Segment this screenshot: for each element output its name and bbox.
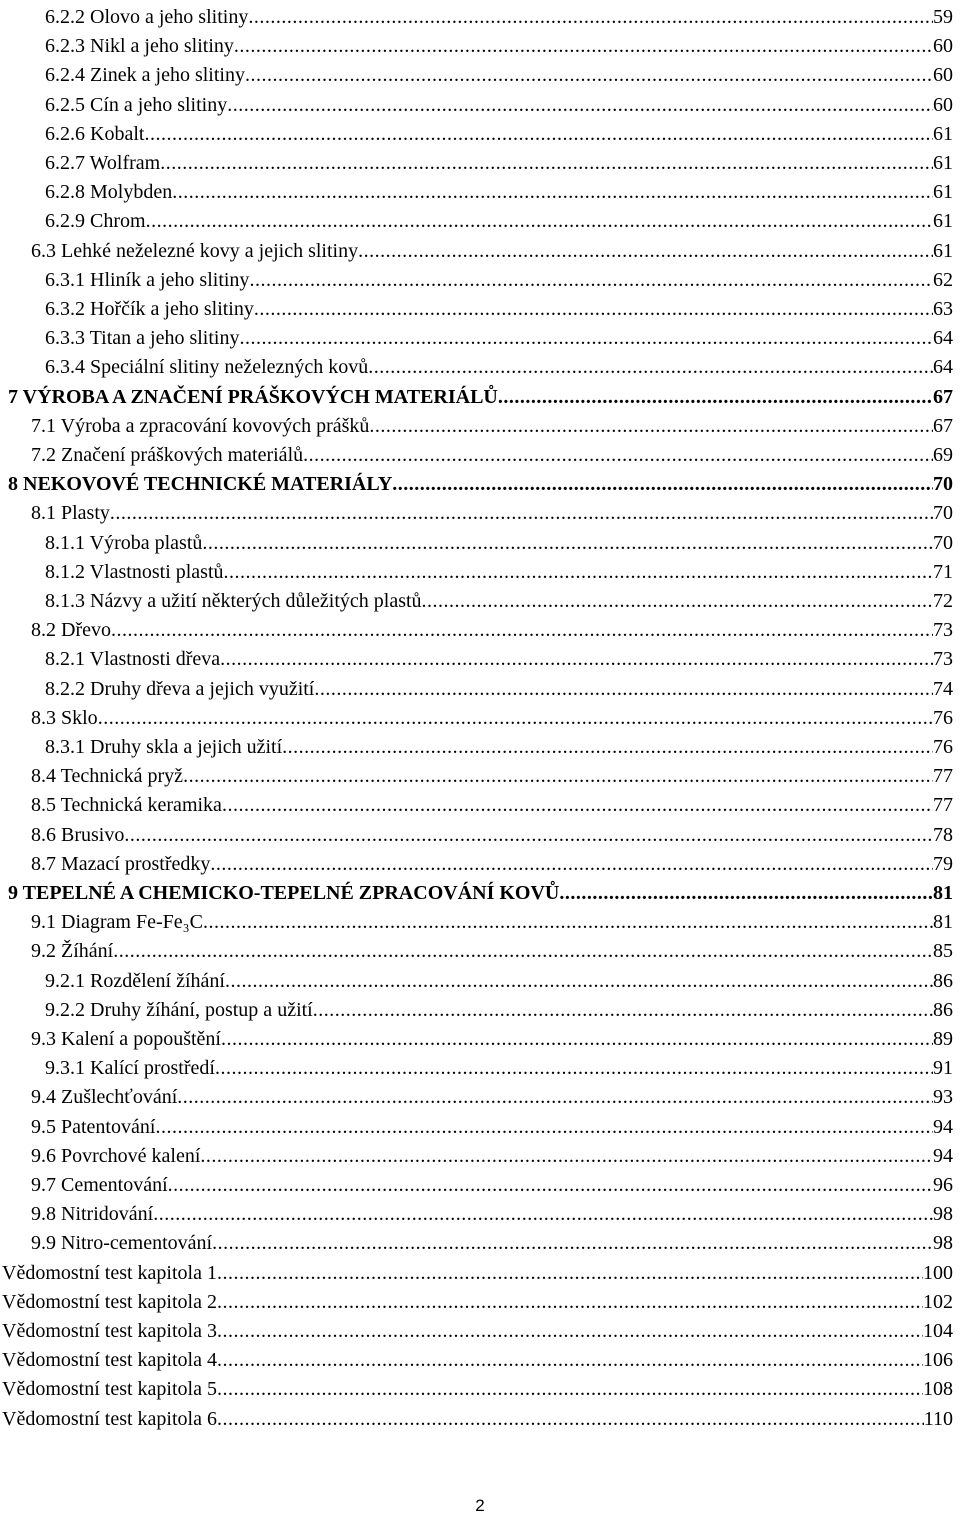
toc-dot-leader <box>314 677 933 701</box>
toc-entry[interactable] <box>2 1402 953 1431</box>
toc-dot-leader <box>144 122 933 146</box>
toc-dot-leader <box>220 647 933 671</box>
toc-entry-page: 77 <box>933 765 953 788</box>
toc-entry-title: 8.2.1 Vlastnosti dřeva <box>45 648 221 671</box>
toc-entry-page: 94 <box>933 1115 953 1138</box>
toc-entry-title: 6.3.2 Hořčík a jeho slitiny <box>45 298 254 320</box>
toc-entry-page: 86 <box>933 969 953 992</box>
toc-dot-leader <box>98 706 933 730</box>
toc-entry-page: 64 <box>933 356 953 379</box>
toc-entry-page: 61 <box>933 152 953 174</box>
toc-entry-page: 60 <box>933 35 953 58</box>
toc-entry-title: 6.2.7 Wolfram <box>45 152 161 174</box>
toc-entry[interactable] <box>31 1168 953 1197</box>
toc-entry-title: Vědomostní test kapitola 3 <box>2 1320 217 1342</box>
toc-entry-page: 108 <box>923 1378 953 1401</box>
toc-entry-page: 73 <box>933 648 953 671</box>
toc-entry-page: 110 <box>923 1407 953 1430</box>
toc-entry-title: 8.3.1 Druhy skla a jejich užití <box>45 736 283 758</box>
toc-dot-leader <box>113 939 933 963</box>
toc-dot-leader <box>254 297 933 321</box>
toc-entry-page: 61 <box>933 122 953 145</box>
toc-entry-title: 6.2.2 Olovo a jeho slitiny <box>45 6 249 28</box>
toc-entry[interactable] <box>45 29 953 58</box>
toc-entry-page: 81 <box>933 911 953 934</box>
toc-entry[interactable] <box>31 1139 953 1168</box>
toc-entry[interactable] <box>45 526 953 555</box>
toc-entry-page: 104 <box>923 1320 953 1342</box>
toc-entry[interactable] <box>31 1022 953 1051</box>
toc-entry-page: 106 <box>923 1349 953 1372</box>
toc-entry-title: 6.2.8 Molybden <box>45 181 173 204</box>
toc-dot-leader <box>200 1144 933 1168</box>
toc-entry-title: 8.4 Technická pryž <box>31 765 184 788</box>
toc-entry-page: 70 <box>933 502 953 525</box>
toc-entry-title: 9.1 Diagram Fe-Fe₃C <box>31 911 203 934</box>
toc-entry-title: Vědomostní test kapitola 4 <box>2 1349 217 1372</box>
toc-dot-leader <box>358 239 933 263</box>
toc-dot-leader <box>234 34 933 58</box>
toc-entry-title: 8.1.2 Vlastnosti plastů <box>45 560 224 583</box>
toc-entry-title: 9.2 Žíhání <box>31 940 114 963</box>
toc-entry-title: 6.2.4 Zinek a jeho slitiny <box>45 64 245 87</box>
toc-entry-title: 9 TEPELNÉ A CHEMICKO-TEPELNÉ ZPRACOVÁNÍ KOVŮ <box>8 882 560 904</box>
toc-entry-title: 8.6 Brusivo <box>31 823 125 846</box>
toc-entry-page: 102 <box>923 1290 953 1313</box>
toc-entry[interactable] <box>31 409 953 438</box>
toc-entry[interactable] <box>45 292 953 321</box>
toc-entry-title: 9.3 Kalení a popouštění <box>31 1028 221 1050</box>
toc-dot-leader <box>303 443 933 467</box>
toc-entry[interactable] <box>31 759 953 788</box>
toc-entry-page: 60 <box>933 64 953 87</box>
toc-entry-title: 9.2.1 Rozdělení žíhání <box>45 969 225 992</box>
toc-entry-title: 9.2.2 Druhy žíhání, postup a užití <box>45 998 313 1021</box>
toc-entry-title: 8.2 Dřevo <box>31 619 111 642</box>
toc-dot-leader <box>313 998 933 1022</box>
toc-entry-page: 76 <box>933 736 953 758</box>
toc-entry-title: 9.9 Nitro-cementování <box>31 1232 213 1255</box>
toc-entry-title: 8.1 Plasty <box>31 502 110 525</box>
toc-dot-leader <box>155 1115 933 1139</box>
toc-dot-leader <box>239 326 933 350</box>
toc-entry[interactable] <box>45 321 953 350</box>
toc-entry[interactable] <box>2 1285 953 1314</box>
toc-entry[interactable] <box>45 672 953 701</box>
toc-entry-page: 96 <box>933 1174 953 1196</box>
toc-entry-title: Vědomostní test kapitola 5 <box>2 1378 217 1401</box>
toc-entry-page: 94 <box>933 1144 953 1167</box>
toc-entry[interactable] <box>31 1197 953 1226</box>
toc-entry-title: 6.3 Lehké neželezné kovy a jejich slitiny <box>31 239 359 262</box>
toc-entry-page: 100 <box>923 1261 953 1284</box>
toc-entry[interactable] <box>31 701 953 730</box>
toc-entry-title: 8.5 Technická keramika <box>31 794 222 817</box>
toc-entry[interactable] <box>31 905 953 934</box>
toc-entry[interactable] <box>45 350 953 379</box>
toc-entry[interactable] <box>45 88 953 117</box>
toc-entry-title: 7.1 Výroba a zpracování kovových prášků <box>31 414 370 437</box>
toc-entry[interactable] <box>2 1314 953 1343</box>
toc-entry[interactable] <box>31 1226 953 1255</box>
toc-entry[interactable] <box>45 993 953 1022</box>
toc-entry-title: 6.3.3 Titan a jeho slitiny <box>45 327 240 350</box>
toc-entry-page: 93 <box>933 1086 953 1109</box>
toc-entry-page: 63 <box>933 298 953 320</box>
toc-entry-title: 6.2.6 Kobalt <box>45 122 145 145</box>
toc-entry[interactable] <box>45 175 953 204</box>
toc-dot-leader <box>172 180 933 204</box>
toc-entry-page: 85 <box>933 940 953 963</box>
toc-dot-leader <box>177 1085 933 1109</box>
toc-entry-page: 69 <box>933 444 953 466</box>
toc-entry[interactable] <box>8 467 953 496</box>
toc-entry-page: 74 <box>933 677 953 700</box>
toc-entry-title: 9.6 Povrchové kalení <box>31 1144 201 1167</box>
toc-dot-leader <box>249 268 933 292</box>
toc-entry-title: 8 NEKOVOVÉ TECHNICKÉ MATERIÁLY <box>8 473 393 496</box>
toc-entry-title: 9.4 Zušlechťování <box>31 1086 178 1109</box>
toc-entry-title: 8.3 Sklo <box>31 706 98 729</box>
toc-dot-leader <box>153 1202 933 1226</box>
toc-entry[interactable] <box>31 1080 953 1109</box>
toc-entry[interactable] <box>45 642 953 671</box>
toc-entry-page: 76 <box>933 706 953 729</box>
toc-entry[interactable] <box>45 263 953 292</box>
toc-dot-leader <box>202 531 933 555</box>
toc-entry-page: 61 <box>933 181 953 204</box>
toc-dot-leader <box>248 5 933 29</box>
toc-dot-leader <box>368 355 933 379</box>
toc-entry-page: 98 <box>933 1203 953 1226</box>
toc-entry-page: 89 <box>933 1028 953 1050</box>
toc-dot-leader <box>227 93 933 117</box>
toc-entry[interactable] <box>2 1372 953 1401</box>
toc-entry-page: 60 <box>933 93 953 116</box>
toc-dot-leader <box>282 735 933 759</box>
toc-dot-leader <box>224 560 933 584</box>
toc-dot-leader <box>160 151 933 175</box>
toc-entry-page: 62 <box>933 268 953 291</box>
toc-entry-page: 77 <box>933 794 953 817</box>
toc-entry[interactable] <box>31 934 953 963</box>
toc-entry-page: 86 <box>933 998 953 1021</box>
toc-entry[interactable] <box>45 1051 953 1080</box>
toc-entry[interactable] <box>31 496 953 525</box>
toc-entry-title: 8.1.3 Názvy a užití některých důležitých plastů <box>45 590 422 612</box>
toc-entry-page: 61 <box>933 210 953 233</box>
toc-entry-title: 8.7 Mazací prostředky <box>31 852 211 875</box>
toc-dot-leader <box>559 881 933 905</box>
toc-entry-page: 64 <box>933 327 953 350</box>
toc-dot-leader <box>210 852 933 876</box>
toc-entry[interactable] <box>8 876 953 905</box>
toc-dot-leader <box>217 1407 924 1431</box>
toc-entry[interactable] <box>45 555 953 584</box>
toc-entry-page: 81 <box>933 882 953 904</box>
toc-dot-leader <box>422 589 933 613</box>
toc-entry[interactable] <box>2 1343 953 1372</box>
toc-entry-title: 9.8 Nitridování <box>31 1203 154 1226</box>
toc-dot-leader <box>217 1348 923 1372</box>
toc-entry-title: 6.2.3 Nikl a jeho slitiny <box>45 35 234 58</box>
toc-entry-title: 8.2.2 Druhy dřeva a jejich využití <box>45 677 315 700</box>
toc-entry[interactable] <box>45 117 953 146</box>
toc-entry[interactable] <box>8 380 953 409</box>
toc-entry-page: 98 <box>933 1232 953 1255</box>
toc-dot-leader <box>212 1231 933 1255</box>
toc-entry-page: 91 <box>933 1057 953 1080</box>
toc-entry-title: 8.1.1 Výroba plastů <box>45 531 203 554</box>
toc-dot-leader <box>498 385 933 409</box>
toc-dot-leader <box>221 1027 933 1051</box>
toc-entry-page: 67 <box>933 414 953 437</box>
toc-dot-leader <box>392 472 933 496</box>
toc-dot-leader <box>222 793 933 817</box>
toc-dot-leader <box>369 414 933 438</box>
toc-entry-title: 7 VÝROBA A ZNAČENÍ PRÁŠKOVÝCH MATERIÁLŮ <box>8 385 498 408</box>
toc-entry-title: 7.2 Značení práškových materiálů <box>31 444 304 466</box>
toc-entry-title: Vědomostní test kapitola 1 <box>2 1261 217 1284</box>
toc-dot-leader <box>217 1261 923 1285</box>
toc-entry[interactable] <box>31 847 953 876</box>
toc-entry-title: Vědomostní test kapitola 6 <box>2 1407 217 1430</box>
toc-entry-title: 6.3.1 Hliník a jeho slitiny <box>45 268 250 291</box>
toc-entry[interactable] <box>45 0 953 29</box>
toc-dot-leader <box>124 823 933 847</box>
toc-entry-title: 9.7 Cementování <box>31 1174 168 1196</box>
toc-dot-leader <box>203 910 933 934</box>
toc-dot-leader <box>168 1173 933 1197</box>
toc-entry-title: 6.2.5 Cín a jeho slitiny <box>45 93 228 116</box>
toc-entry-page: 78 <box>933 823 953 846</box>
toc-dot-leader <box>111 618 933 642</box>
toc-dot-leader <box>183 764 933 788</box>
toc-entry[interactable] <box>2 1256 953 1285</box>
toc-entry-page: 79 <box>933 852 953 875</box>
toc-entry-title: 9.3.1 Kalící prostředí <box>45 1057 215 1080</box>
toc-dot-leader <box>217 1377 923 1401</box>
toc-dot-leader <box>146 209 933 233</box>
toc-entry[interactable] <box>31 788 953 817</box>
toc-dot-leader <box>217 1319 923 1343</box>
toc-entry[interactable] <box>31 438 953 467</box>
toc-entry-page: 70 <box>933 473 953 496</box>
toc-entry[interactable] <box>45 964 953 993</box>
toc-entry[interactable] <box>45 730 953 759</box>
toc-entry[interactable] <box>45 584 953 613</box>
toc-entry[interactable] <box>31 818 953 847</box>
toc-entry-title: 9.5 Patentování <box>31 1115 156 1138</box>
toc-entry-page: 72 <box>933 590 953 612</box>
toc-dot-leader <box>217 1290 923 1314</box>
toc-entry-title: 6.2.9 Chrom <box>45 210 146 233</box>
toc-entry-page: 70 <box>933 531 953 554</box>
toc-dot-leader <box>215 1056 933 1080</box>
toc-entry-page: 73 <box>933 619 953 642</box>
toc-entry-page: 67 <box>933 385 953 408</box>
toc-entry-title: 6.3.4 Speciální slitiny neželezných kovů <box>45 356 369 379</box>
page-number: 2 <box>475 1496 485 1515</box>
toc-entry[interactable] <box>45 146 953 175</box>
toc-dot-leader <box>110 501 933 525</box>
toc-dot-leader <box>245 63 933 87</box>
toc-entry[interactable] <box>31 1110 953 1139</box>
toc-entry-page: 61 <box>933 239 953 262</box>
toc-entry-page: 59 <box>933 6 953 28</box>
toc-entry-page: 71 <box>933 560 953 583</box>
toc-entry-title: Vědomostní test kapitola 2 <box>2 1290 217 1313</box>
toc-entry[interactable] <box>31 234 953 263</box>
toc-entry[interactable] <box>45 58 953 87</box>
toc-entry[interactable] <box>45 204 953 233</box>
toc-dot-leader <box>225 969 933 993</box>
toc-entry[interactable] <box>31 613 953 642</box>
